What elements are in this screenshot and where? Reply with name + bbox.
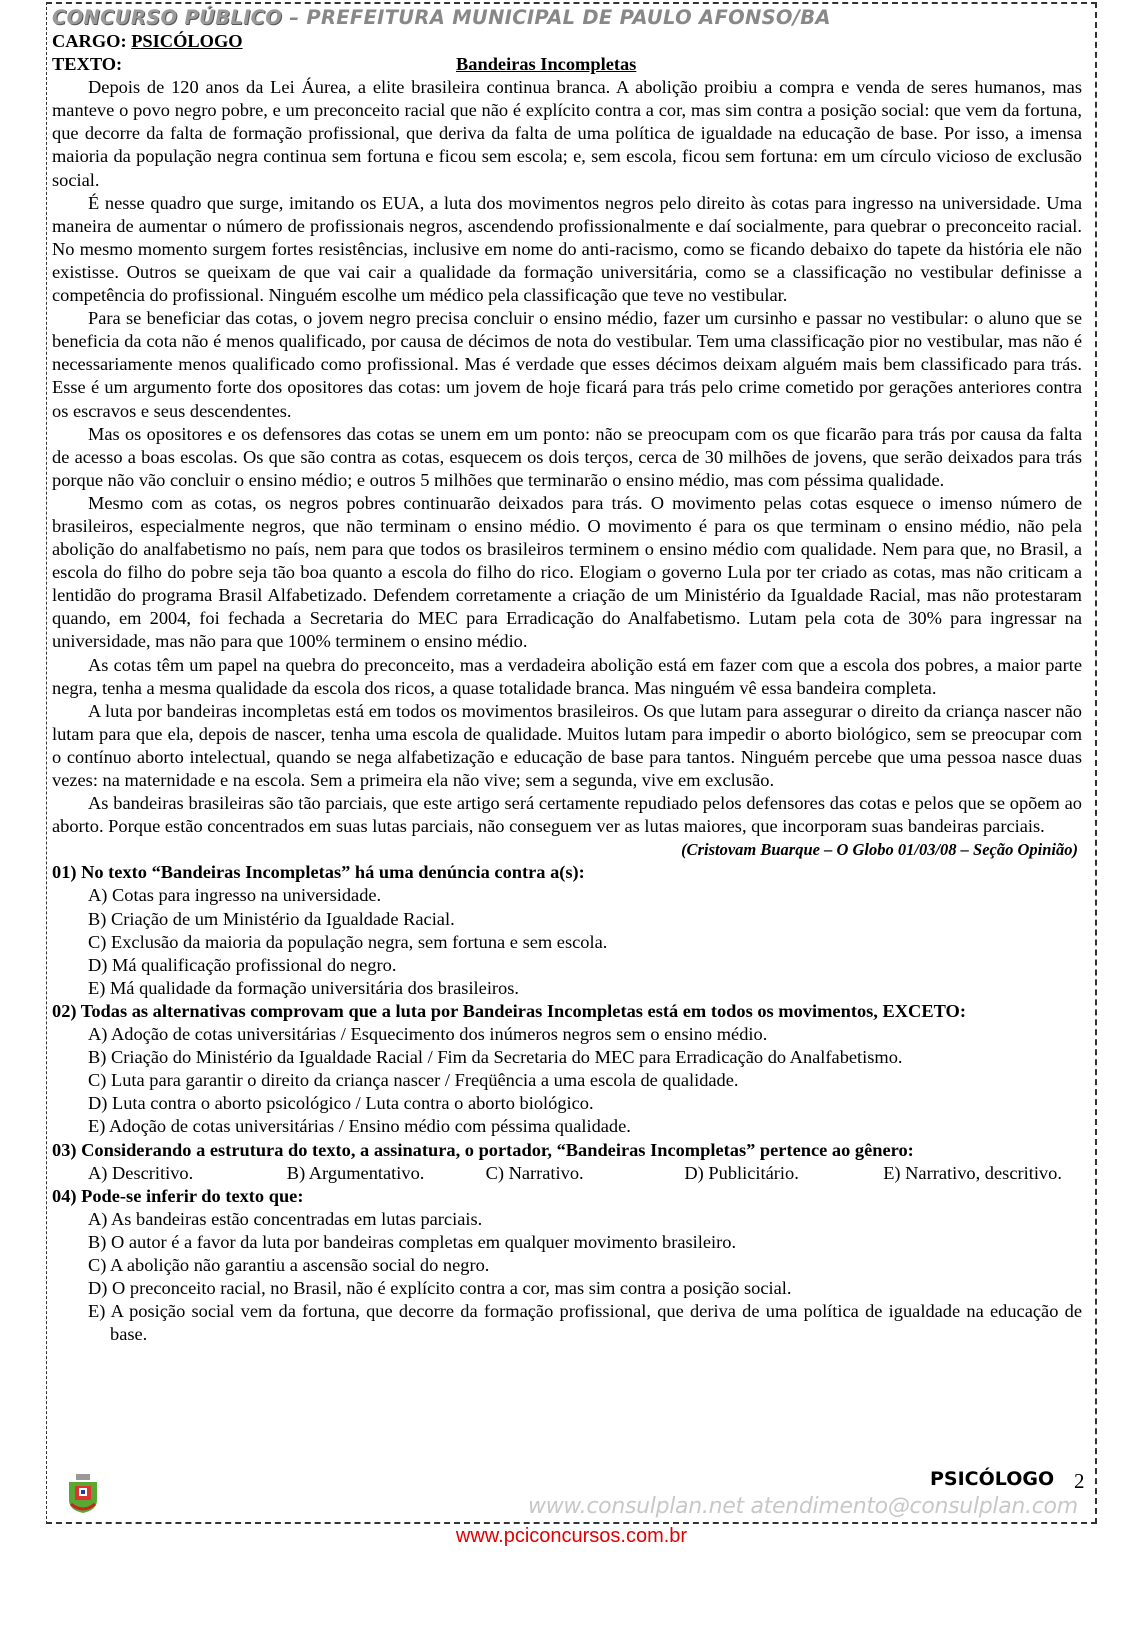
option-a[interactable]: A) Adoção de cotas universitárias / Esquecimento dos inúmeros negros sem o ensino médio. xyxy=(88,1024,768,1045)
paragraph: As cotas têm um papel na quebra do preconceito, mas a verdadeira abolição está em fazer com que a escola dos pobres, a maior parte negra, tenha a mesma qualidade da escola dos ricos, a quase totalidade branca. Mas ninguém vê essa bandeira completa. xyxy=(52,654,1082,698)
paragraph: É nesse quadro que surge, imitando os EUA, a luta dos movimentos negros pelo direito às cotas para ingresso na universidade. Uma maneira de aumentar o número de profissionais negros, ascendendo profissionalmente e daí socialmente, para quebrar o preconceito racial. No mesmo momento surgem fortes resistências, inclusive em nome do anti-racismo, como se ficando debaixo do tapete da história ele não existisse. Outros se queixam de que vai cair a qualidade da formação universitária, como se a classificação no vestibular definisse a competência do profissional. Ninguém escolhe um médico pela classificação que teve no vestibular. xyxy=(52,192,1082,306)
option-e[interactable]: E) Adoção de cotas universitárias / Ensino médio com péssima qualidade. xyxy=(88,1116,631,1137)
option-b[interactable]: B) Criação do Ministério da Igualdade Racial / Fim da Secretaria do MEC para Erradicação do Analfabetismo. xyxy=(88,1047,903,1068)
options-row xyxy=(52,1162,1082,1185)
cargo-label: CARGO: xyxy=(52,31,132,51)
question-03 xyxy=(52,1139,1082,1185)
texto-line xyxy=(52,53,1082,76)
option-a[interactable]: A) As bandeiras estão concentradas em lutas parciais. xyxy=(88,1208,483,1229)
option-b[interactable]: B) Argumentativo. xyxy=(286,1162,425,1183)
question-text: 02) Todas as alternativas comprovam que a luta por Bandeiras Incompletas está em todos os movimentos, EXCETO: xyxy=(52,1000,966,1021)
site-link[interactable]: www.pciconcursos.com.br xyxy=(455,1525,688,1547)
exam-header xyxy=(52,4,1082,30)
paragraph: Mesmo com as cotas, os negros pobres continuarão deixados para trás. O movimento pelas cotas esquece o imenso número de brasileiros, especialmente negros, que não terminam o ensino médio. O movimento é para os que terminam o ensino médio, não pela abolição do analfabetismo no país, nem para que todos os brasileiros terminem o ensino médio com qualidade. Nem para que, no Brasil, a escola do filho do pobre seja tão boa quanto a escola do filho do rico. Elogiam o governo Lula por ter criado as cotas, mas não criticam a lentidão do programa Brasil Alfabetizado. Defendem corretamente a criação de um Ministério da Igualdade Racial, mas não protestaram quando, em 2004, foi fechada a Secretaria do MEC para Erradicação do Analfabetismo. Lutam pela cota de 30% para ingressar na universidade, mas não para que 100% terminem o ensino médio. xyxy=(52,492,1082,652)
option-d[interactable]: D) Má qualificação profissional do negro. xyxy=(88,954,397,975)
texto-label: TEXTO: xyxy=(52,54,123,75)
footer-role: PSICÓLOGO xyxy=(930,1468,1055,1490)
watermark: www.consulplan.net atendimento@consulplan.com xyxy=(528,1494,1078,1519)
option-b[interactable]: B) O autor é a favor da luta por bandeiras completas em qualquer movimento brasileiro. xyxy=(88,1231,737,1252)
option-b[interactable]: B) Criação de um Ministério da Igualdade Racial. xyxy=(88,908,455,929)
option-c[interactable]: C) A abolição não garantiu a ascensão social do negro. xyxy=(88,1254,490,1275)
option-e[interactable]: E) Narrativo, descritivo. xyxy=(883,1162,1062,1183)
cargo-value: PSICÓLOGO xyxy=(131,31,243,51)
question-text: 04) Pode-se inferir do texto que: xyxy=(52,1185,304,1206)
cargo-line xyxy=(52,30,1082,53)
text-title: Bandeiras Incompletas xyxy=(456,54,637,75)
option-d[interactable]: D) Luta contra o aborto psicológico / Luta contra o aborto biológico. xyxy=(88,1093,594,1114)
paragraph: As bandeiras brasileiras são tão parciais, que este artigo será certamente repudiado pelos defensores das cotas e pelos que se opõem ao aborto. Porque estão concentrados em suas lutas parciais, não conseguem ver as lutas maiores, que incorporam suas bandeiras parciais. xyxy=(52,793,1082,837)
option-d[interactable]: D) O preconceito racial, no Brasil, não é explícito contra a cor, mas sim contra a posição social. xyxy=(88,1278,792,1299)
question-01 xyxy=(52,861,1082,1000)
exam-page xyxy=(52,4,1082,1346)
question-02 xyxy=(52,1000,1082,1139)
option-a[interactable]: A) Cotas para ingresso na universidade. xyxy=(88,885,382,906)
last-paragraph xyxy=(52,792,1082,861)
citation: (Cristovam Buarque – O Globo 01/03/08 – Seção Opinião) xyxy=(681,840,1078,860)
paragraph: Mas os opositores e os defensores das cotas se unem em um ponto: não se preocupam com os que ficarão para trás por causa da falta de acesso a boas escolas. Os que são contra as cotas, esquecem os dois terços, cerca de 30 milhões de jovens, que serão deixados para trás porque não vão concluir o ensino médio; e outros 5 milhões que terminarão o ensino médio, mas com péssima qualidade. xyxy=(52,423,1082,490)
municipal-coat-of-arms-logo xyxy=(66,1474,100,1514)
header-title: – PREFEITURA MUNICIPAL DE PAULO AFONSO/BA xyxy=(282,6,831,29)
option-d[interactable]: D) Publicitário. xyxy=(684,1162,799,1183)
question-04 xyxy=(52,1185,1082,1347)
page-number: 2 xyxy=(1074,1469,1085,1493)
question-text: 03) Considerando a estrutura do texto, a assinatura, o portador, “Bandeiras Incompletas” pertence ao gênero: xyxy=(52,1139,914,1160)
option-c[interactable]: C) Narrativo. xyxy=(485,1162,584,1183)
option-a[interactable]: A) Descritivo. xyxy=(88,1162,194,1183)
option-e[interactable]: E) Má qualidade da formação universitária dos brasileiros. xyxy=(88,977,520,998)
option-e[interactable]: E) A posição social vem da fortuna, que decorre da formação profissional, que deriva de uma política de igualdade na educação de base. xyxy=(88,1301,1082,1345)
concurso-label: CONCURSO PÚBLICO xyxy=(52,6,283,29)
option-c[interactable]: C) Luta para garantir o direito da criança nascer / Freqüência a uma escola de qualidade. xyxy=(88,1070,739,1091)
paragraph: Para se beneficiar das cotas, o jovem negro precisa concluir o ensino médio, fazer um cursinho e passar no vestibular: o aluno que se beneficia da cota não é menos qualificado, por causa de décimos de nota do vestibular. Tem uma classificação pior no vestibular, mas não é necessariamente menos qualificado como profissional. Mas é verdade que esses décimos deixam alguém mais bem classificado para trás. Esse é um argumento forte dos opositores das cotas: um jovem de hoje ficará para trás pelo crime cometido por gerações anteriores contra os escravos e seus descendentes. xyxy=(52,308,1082,421)
option-c[interactable]: C) Exclusão da maioria da população negra, sem fortuna e sem escola. xyxy=(88,931,608,952)
paragraph: A luta por bandeiras incompletas está em todos os movimentos brasileiros. Os que lutam para assegurar o direito da criança nascer não lutam para que ela, depois de nascer, tenha uma escola de qualidade. Muitos lutam para impedir o aborto biológico, sem se preocupar com o contínuo aborto intelectual, quando se nega alfabetização e educação de base para tantos. Ninguém percebe que uma pessoa nasce duas vezes: na maternidade e na escola. Sem a primeira ela não vive; sem a segunda, vive em exclusão. xyxy=(52,700,1082,790)
paragraph: Depois de 120 anos da Lei Áurea, a elite brasileira continua branca. A abolição proibiu a compra e venda de seres humanos, mas manteve o povo negro pobre, e um preconceito racial que não é explícito contra a cor, mas sim contra a posição social: que vem da fortuna, que decorre da falta de formação profissional, que deriva da falta de uma política de igualdade na educação de base. Por isso, a imensa maioria da população negra continua sem fortuna e ficou sem escola; e, sem escola, ficou sem fortuna: em um círculo vicioso de exclusão social. xyxy=(52,77,1082,190)
question-text: 01) No texto “Bandeiras Incompletas” há uma denúncia contra a(s): xyxy=(52,862,585,883)
